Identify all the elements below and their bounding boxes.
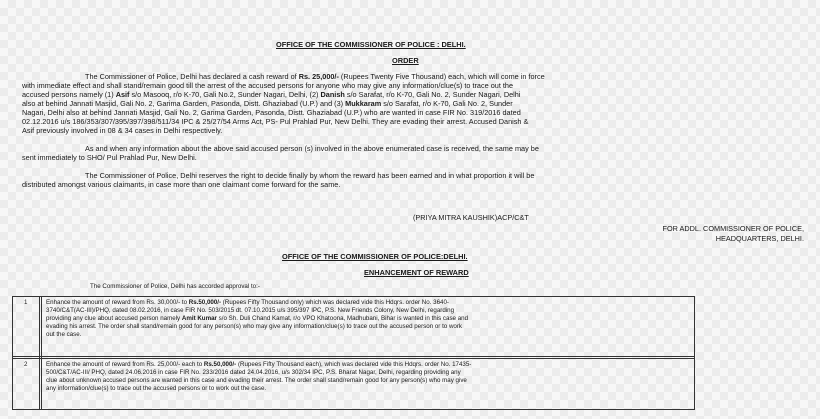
bold-text: Rs. 25,000/- (298, 72, 339, 81)
table-top-border (12, 296, 695, 297)
signatory: (PRIYA MITRA KAUSHIK)ACP/C&T (413, 213, 529, 222)
table-col-divider (41, 296, 42, 410)
text-line: out the case. (46, 330, 82, 338)
text-line: clue about unknown accused persons are wanted in this case and evading their arrest. The order shall stand/remain good for any person(s) who may give (46, 376, 467, 384)
text-line: Asif previously involved in 08 & 34 cases in Delhi respectively. (22, 126, 223, 135)
table-row-divider (12, 356, 695, 357)
text-line: The Commissioner of Police, Delhi has declared a cash reward of Rs. 25,000/- (Rupees Twenty Five Thousand) each, which will come in force (85, 72, 545, 81)
bold-text: Danish (320, 90, 345, 99)
header-title: OFFICE OF THE COMMISSIONER OF POLICE : DELHI. (276, 40, 466, 49)
paragraph-reward-declaration (22, 72, 782, 135)
text-line: evading his arrest. The order shall stand/remain good for any person(s) who may give any information/clue(s) to trace out the accused person or to work (46, 322, 463, 330)
table-row-text (46, 361, 471, 393)
header-title-2: OFFICE OF THE COMMISSIONER OF POLICE:DELHI. (282, 252, 468, 261)
text-line: 3740/C&T(AC-III)/PHQ, dated 08.02.2016, in case FIR No. 503/2015 dt. 07.10.2015 u/s 395/397 IPC, P.S. New Friends Colony, New Delhi, regarding (46, 306, 455, 314)
bold-text: Rs.50,000/- (188, 299, 222, 306)
text-line: providing any clue about accused person namely Amit Kumar s/o Sh. Duli Chand Kamat, r/o VPO Khatoona, Madhubani, Bihar is wanted in this case and (46, 314, 469, 322)
text-line: As and when any information about the above said accused person (s) involved in the above enumerated case is received, the same may be (85, 144, 539, 153)
table-bottom-border (12, 409, 695, 410)
row-number: 1 (24, 299, 28, 306)
enhancement-title: ENHANCEMENT OF REWARD (364, 268, 469, 277)
paragraph-reward-distribution (22, 171, 782, 189)
text-line: also at behind Jannati Masjid, Gali No. 2, Garima Garden, Pasonda, Distt. Ghaziabad (U.P.) and (3) Mukkaram s/o Sarafat, r/o K-70, Gali No. 2, Sunder (22, 99, 513, 108)
paragraph-information-sent (22, 144, 782, 162)
text-line: Nagari, Delhi also at behind Jannati Masjid, Gali No. 2, Garima Garden, Pasonda, Distt. Ghaziabad (U.P.) who are wanted in case FIR No. 319/2016 dated (22, 108, 521, 117)
table-right-border (694, 296, 695, 410)
text-line: Enhance the amount of reward from Rs. 30,000/- to Rs.50,000/- (Rupees Fifty Thousand only) which was declared vide this Hdqrs. order No. 3640- (46, 299, 449, 306)
text-line: 500/C&T/AC-III/ PHQ, dated 24.06.2016 in case FIR No. 233/2016 dated 24.04.2016, u/s 302/34 IPC, P.S. Bharat Nagar, Delhi, regarding providing any (46, 368, 461, 376)
bold-text: Asif (115, 90, 130, 99)
bold-text: Rs.50,000/- (203, 361, 237, 368)
bold-text: Amit Kumar (181, 314, 217, 322)
text-line: sent immediately to SHO/ Pul Prahlad Pur, New Delhi. (22, 153, 197, 162)
text-line: accused persons namely (1) Asif s/o Masooq, r/o K-70, Gali No.2, Sunder Nagari, Delhi, (2) Danish s/o Sarafat, r/o K-70, Gali No. 2, Sunder Nagari, Delhi (22, 90, 521, 99)
text-line: any information/clue(s) to trace out the accused persons or to work out the case. (46, 384, 267, 392)
text-line: 02.12.2016 u/s 186/353/307/395/397/398/511/34 IPC & 25/27/54 Arms Act, PS- Pul Prahlad Pur, New Delhi. They are evading their arrest. Accused Danish & (22, 117, 529, 126)
text-line: with immediate effect and shall stand/remain good till the arrest of the accused persons for anyone who may give any information/clue(s) to trace out the (22, 81, 514, 90)
row-number: 2 (24, 361, 28, 368)
text-line: The Commissioner of Police, Delhi reserves the right to decide finally by whom the reward has been earned and in what proportion it will be (85, 171, 535, 180)
table-left-border (12, 296, 13, 410)
table-col-divider (39, 296, 40, 410)
for-line-2: HEADQUARTERS, DELHI. (715, 234, 804, 243)
table-row-divider (12, 358, 695, 359)
text-line: distributed amongst various claimants, in case more than one claimant come forward for the same. (22, 180, 341, 189)
text-line: Enhance the amount of reward from Rs. 25,000/- each to Rs.50,000/- (Rupees Fifty Thousand each), which was declared vide this Hdqrs. order No. 17435- (46, 361, 472, 368)
approval-line: The Commissioner of Police, Delhi has accorded approval to:- (90, 283, 260, 290)
table-row-text (46, 299, 468, 339)
order-title: ORDER (392, 56, 419, 65)
bold-text: Mukkaram (345, 99, 382, 108)
for-line-1: FOR ADDL. COMMISSIONER OF POLICE, (662, 224, 804, 233)
